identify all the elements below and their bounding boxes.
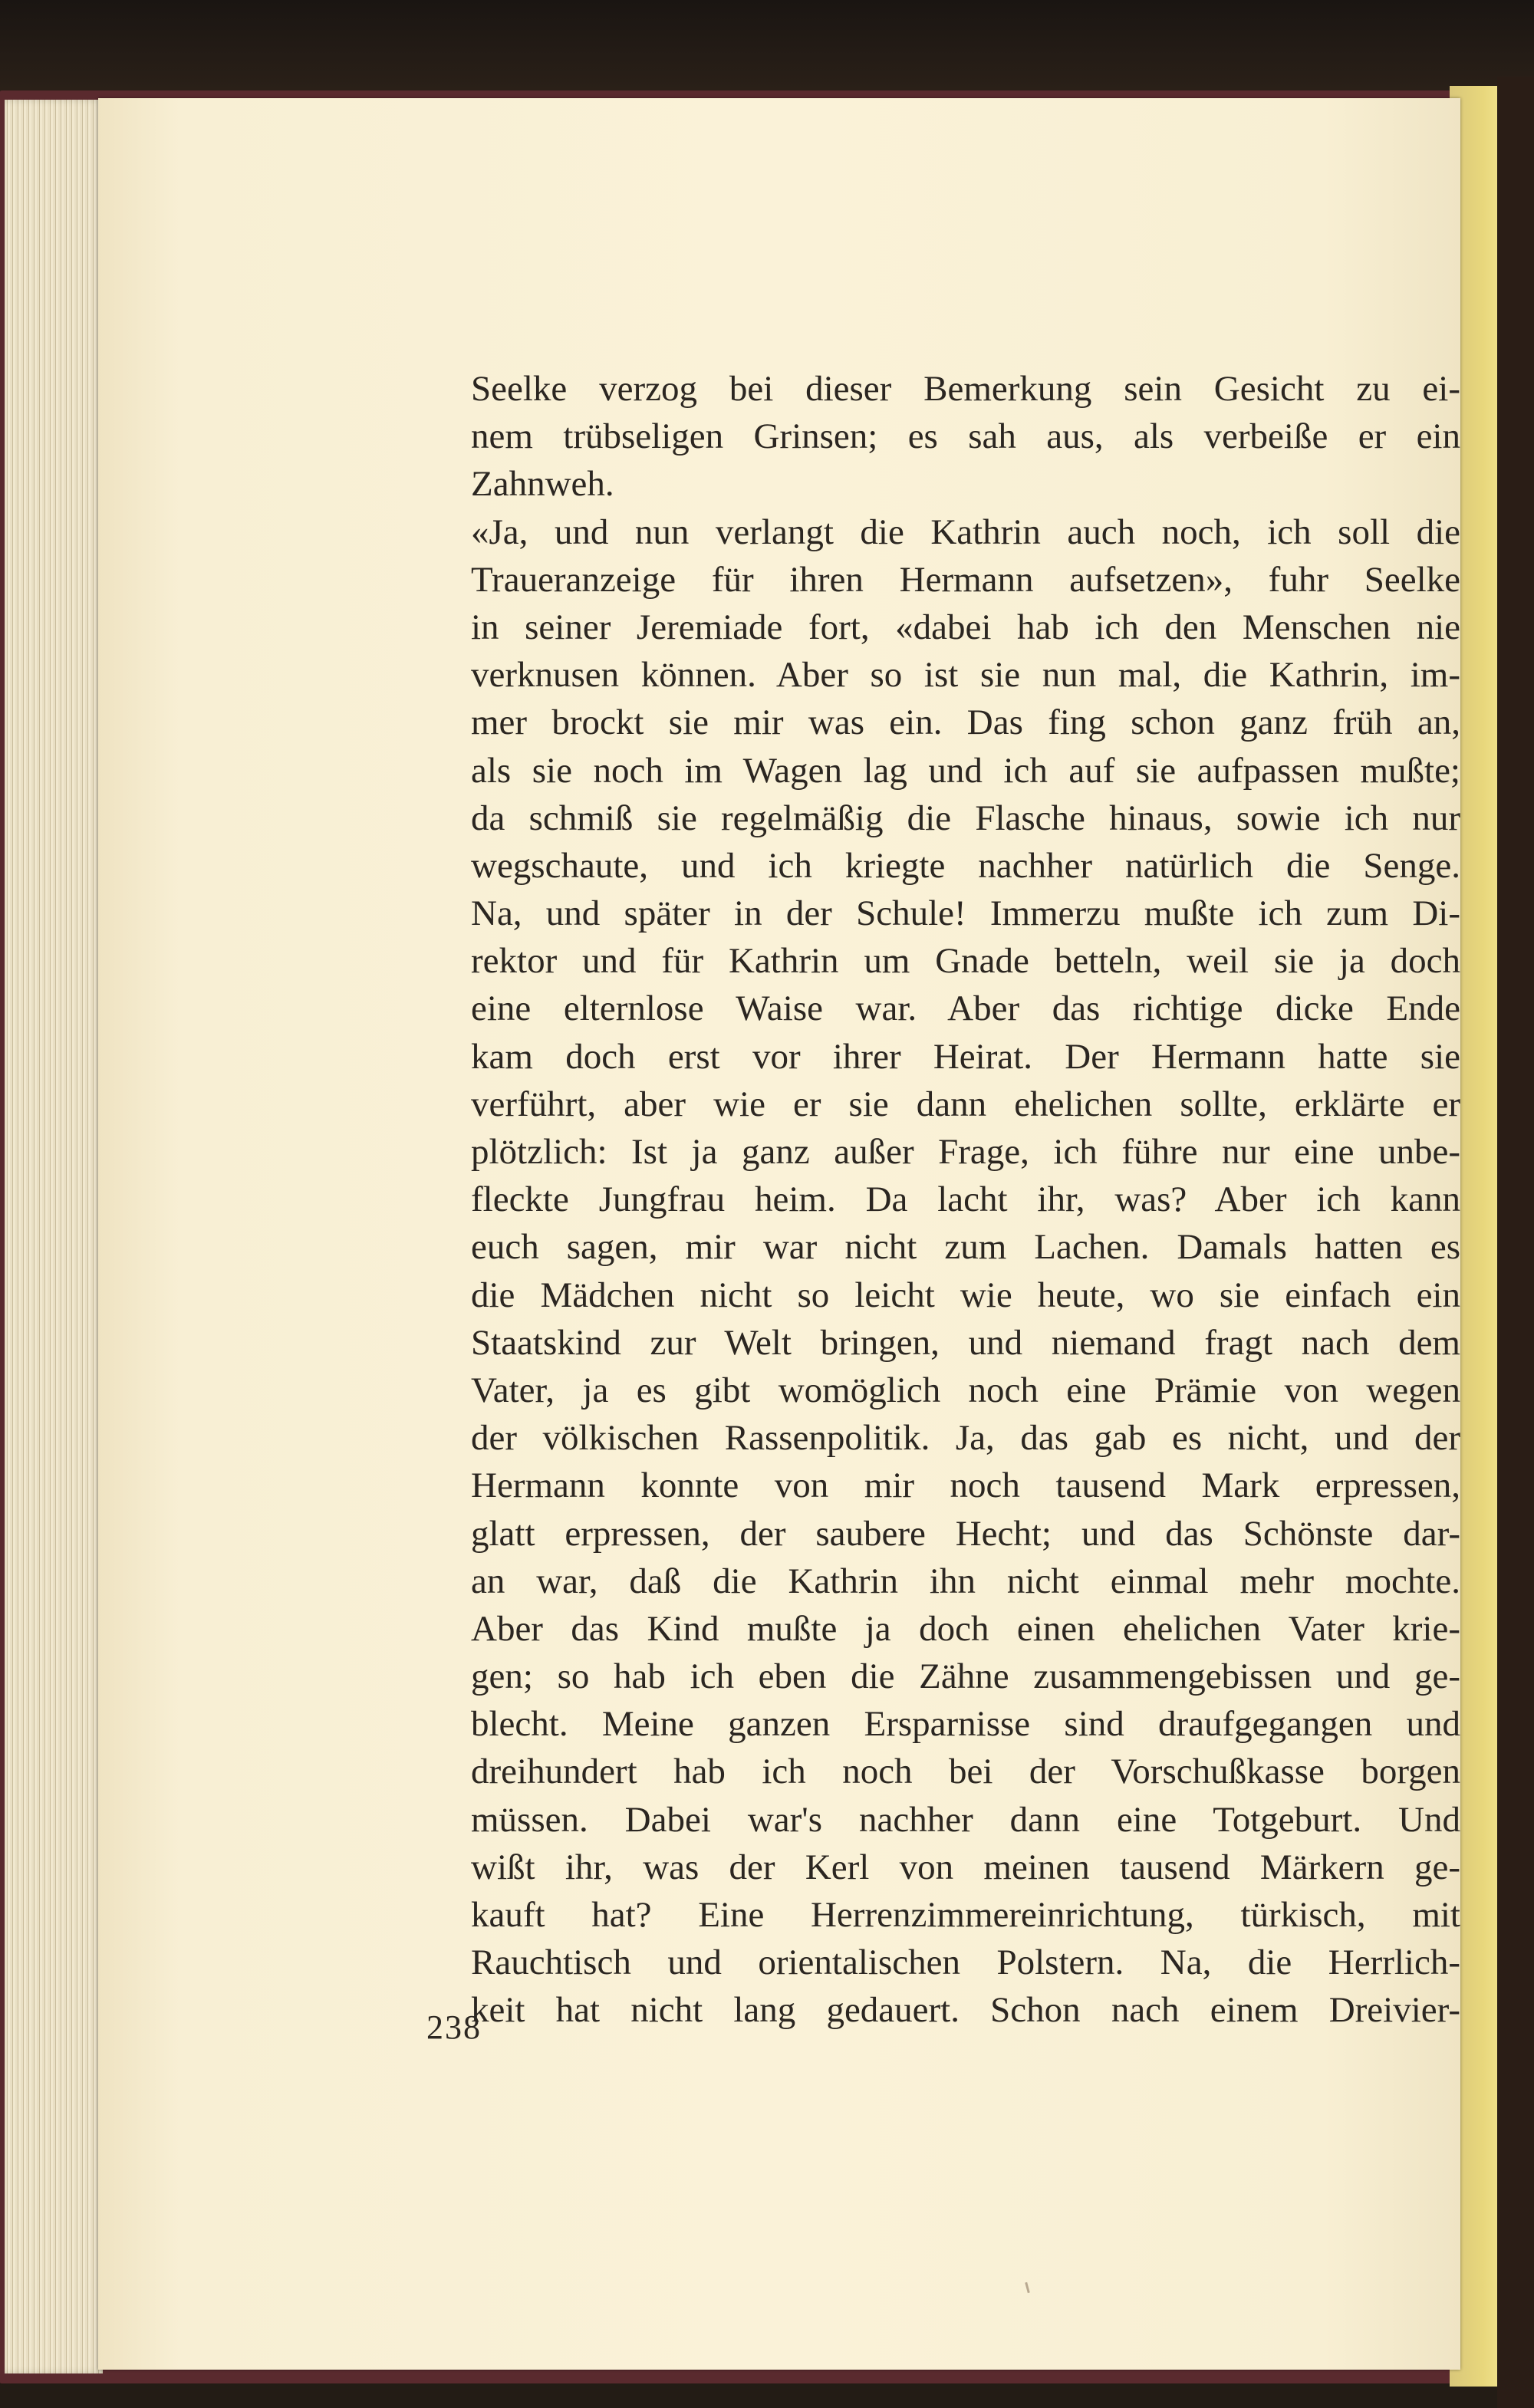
text-line: nem trübseligen Grinsen; es sah aus, als verbeiße er ein — [471, 416, 1460, 457]
text-line: an war, daß die Kathrin ihn nicht einmal mehr mochte. — [471, 1561, 1460, 1601]
text-line: verführt, aber wie er sie dann ehelichen sollte, erklärte er — [471, 1084, 1460, 1124]
paper-speck — [1025, 2282, 1030, 2293]
text-line: glatt erpressen, der saubere Hecht; und das Schönste dar- — [471, 1513, 1460, 1554]
text-line: euch sagen, mir war nicht zum Lachen. Damals hatten es — [471, 1227, 1460, 1268]
text-line: verknusen können. Aber so ist sie nun mal, die Kathrin, im- — [471, 655, 1460, 696]
text-line: blecht. Meine ganzen Ersparnisse sind draufgegangen und — [471, 1704, 1460, 1745]
text-line: Zahnweh. — [471, 464, 614, 505]
text-line: die Mädchen nicht so leicht wie heute, wo sie einfach ein — [471, 1275, 1460, 1315]
text-line: plötzlich: Ist ja ganz außer Frage, ich führe nur eine unbe- — [471, 1132, 1460, 1172]
paragraph-1 — [471, 365, 1460, 508]
text-line: keit hat nicht lang gedauert. Schon nach einem Dreivier- — [471, 1990, 1460, 2031]
book-cover-right — [1497, 77, 1534, 2408]
text-line: müssen. Dabei war's nachher dann eine Totgeburt. Und — [471, 1799, 1460, 1840]
page-number: 238 — [426, 2008, 482, 2046]
text-line: Staatskind zur Welt bringen, und niemand fragt nach dem — [471, 1322, 1460, 1363]
text-line: Aber das Kind mußte ja doch einen ehelichen Vater krie- — [471, 1608, 1460, 1649]
text-line: kauft hat? Eine Herrenzimmereinrichtung, türkisch, mit — [471, 1895, 1460, 1935]
text-line: gen; so hab ich eben die Zähne zusammengebissen und ge- — [471, 1656, 1460, 1697]
text-line: fleckte Jungfrau heim. Da lacht ihr, was? Aber ich kann — [471, 1179, 1460, 1220]
text-line: Hermann konnte von mir noch tausend Mark erpressen, — [471, 1466, 1460, 1506]
paragraph-2 — [471, 508, 1460, 2035]
text-line: dreihundert hab ich noch bei der Vorschußkasse borgen — [471, 1752, 1460, 1792]
text-line: da schmiß sie regelmäßig die Flasche hinaus, sowie ich nur — [471, 798, 1460, 838]
text-line: Seelke verzog bei dieser Bemerkung sein Gesicht zu ei- — [471, 369, 1460, 409]
text-line: Rauchtisch und orientalischen Polstern. Na, die Herrlich- — [471, 1943, 1460, 1983]
text-line: in seiner Jeremiade fort, «dabei hab ich den Menschen nie — [471, 607, 1460, 647]
text-line: kam doch erst vor ihrer Heirat. Der Hermann hatte sie — [471, 1036, 1460, 1077]
text-line: «Ja, und nun verlangt die Kathrin auch noch, ich soll die — [471, 512, 1460, 552]
text-line: wegschaute, und ich kriegte nachher natürlich die Senge. — [471, 845, 1460, 886]
top-background — [0, 0, 1534, 90]
text-line: der völkischen Rassenpolitik. Ja, das gab es nicht, und der — [471, 1418, 1460, 1459]
text-line: wißt ihr, was der Kerl von meinen tausend Märkern ge- — [471, 1847, 1460, 1887]
text-line: rektor und für Kathrin um Gnade betteln, weil sie ja doch — [471, 941, 1460, 982]
text-line: als sie noch im Wagen lag und ich auf sie aufpassen mußte; — [471, 750, 1460, 791]
text-line: eine elternlose Waise war. Aber das richtige dicke Ende — [471, 989, 1460, 1029]
text-line: Na, und später in der Schule! Immerzu mußte ich zum Di- — [471, 893, 1460, 934]
text-line: Vater, ja es gibt womöglich noch eine Prämie von wegen — [471, 1370, 1460, 1410]
book-page — [98, 98, 1460, 2370]
body-text — [471, 365, 1460, 2035]
text-line: Traueranzeige für ihren Hermann aufsetzen», fuhr Seelke — [471, 559, 1460, 600]
text-line: mer brockt sie mir was ein. Das fing schon ganz früh an, — [471, 702, 1460, 743]
page-edges-left — [5, 100, 103, 2373]
